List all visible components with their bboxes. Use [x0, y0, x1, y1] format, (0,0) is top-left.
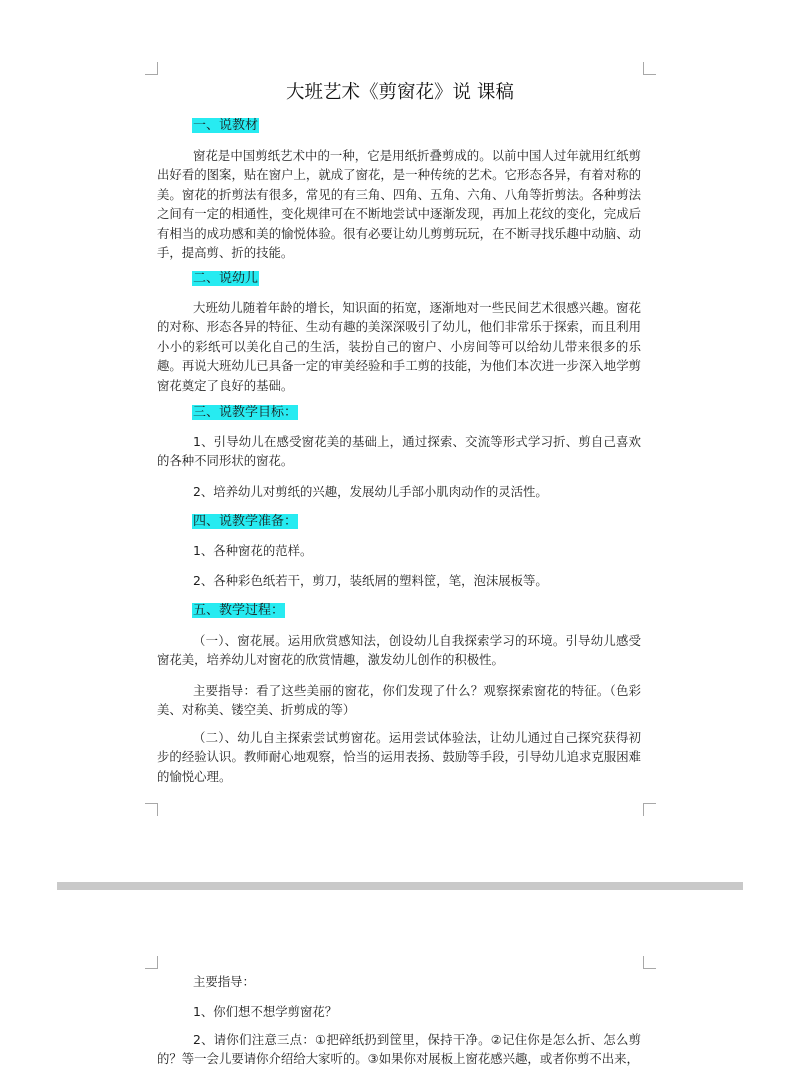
- paragraph-question-1: 1、你们想不想学剪窗花？: [193, 1004, 338, 1019]
- section-heading-text: 四、说教学准备：: [193, 514, 298, 529]
- crop-mark-top-left: [145, 62, 158, 75]
- paragraph-guidance-label: 主要指导：: [193, 974, 255, 989]
- section-heading-textbook: [192, 117, 259, 134]
- crop-mark-bottom-right: [643, 803, 656, 816]
- crop-mark-top-right: [643, 956, 656, 969]
- paragraph-process-3: （二）、幼儿自主探索尝试剪窗花。运用尝试体验法，让幼儿通过自己探究获得初步的经验认识。教师耐心地观察，恰当的运用表扬、鼓励等手段，引导幼儿追求克服困难的愉悦心理。: [157, 730, 641, 784]
- page-separator: [57, 882, 743, 890]
- section-heading-text: 一、说教材: [193, 118, 259, 133]
- paragraph-textbook: 窗花是中国剪纸艺术中的一种，它是用纸折叠剪成的。以前中国人过年就用红纸剪出好看的图案，贴在窗户上，就成了窗花，是一种传统的艺术。它形态各异，有着对称的美。窗花的折剪法有很多，常见的有三角、四角、五角、六角、八角等折剪法。各种剪法之间有一定的相通性，变化规律可在不断地尝试中逐渐发现，再加上花纹的变化，完成后有相当的成功感和美的愉悦体验。很有必要让幼儿剪剪玩玩，在不断寻找乐趣中动脑、动手，提高剪、折的技能。: [157, 148, 641, 261]
- document-title: 大班艺术《剪窗花》说 课稿: [286, 82, 514, 103]
- section-heading-children: [192, 270, 259, 287]
- section-heading-process: [192, 602, 285, 619]
- paragraph-prep-2: 2、各种彩色纸若干，剪刀，装纸屑的塑料筐，笔，泡沫展板等。: [193, 573, 548, 588]
- section-heading-text: 三、说教学目标：: [193, 405, 298, 420]
- section-heading-text: 二、说幼儿: [193, 271, 259, 286]
- crop-mark-top-right: [643, 62, 656, 75]
- paragraph-process-2: 主要指导：看了这些美丽的窗花，你们发现了什么？观察探索窗花的特征。（色彩美、对称美、镂空美、折剪成的等）: [157, 683, 641, 718]
- paragraph-children: 大班幼儿随着年龄的增长，知识面的拓宽，逐渐地对一些民间艺术很感兴趣。窗花的对称、形态各异的特征、生动有趣的美深深吸引了幼儿，他们非常乐于探索，而且利用小小的彩纸可以美化自己的生活，装扮自己的窗户、小房间等可以给幼儿带来很多的乐趣。再说大班幼儿已具备一定的审美经验和手工剪的技能，为他们本次进一步深入地学剪窗花奠定了良好的基础。: [157, 300, 641, 393]
- section-heading-text: 五、教学过程：: [193, 603, 285, 618]
- paragraph-process-1: （一）、窗花展。运用欣赏感知法，创设幼儿自我探索学习的环境。引导幼儿感受窗花美，培养幼儿对窗花的欣赏情趣，激发幼儿创作的积极性。: [157, 633, 641, 668]
- section-heading-goals: [192, 404, 298, 421]
- crop-mark-top-left: [145, 956, 158, 969]
- paragraph-question-2: 2、请你们注意三点：①把碎纸扔到筐里，保持干净。②记住你是怎么折、怎么剪的？等一会儿要请你介绍给大家听的。③如果你对展板上窗花感兴趣，或者你剪不出来，: [157, 1032, 641, 1067]
- paragraph-goal-2: 2、培养幼儿对剪纸的兴趣，发展幼儿手部小肌肉动作的灵活性。: [193, 484, 548, 499]
- paragraph-prep-1: 1、各种窗花的范样。: [193, 543, 313, 558]
- page-2: [0, 892, 800, 1067]
- crop-mark-bottom-left: [145, 803, 158, 816]
- paragraph-goal-1: 1、引导幼儿在感受窗花美的基础上，通过探索、交流等形式学习折、剪自己喜欢的各种不同形状的窗花。: [157, 434, 641, 469]
- section-heading-preparation: [192, 513, 298, 530]
